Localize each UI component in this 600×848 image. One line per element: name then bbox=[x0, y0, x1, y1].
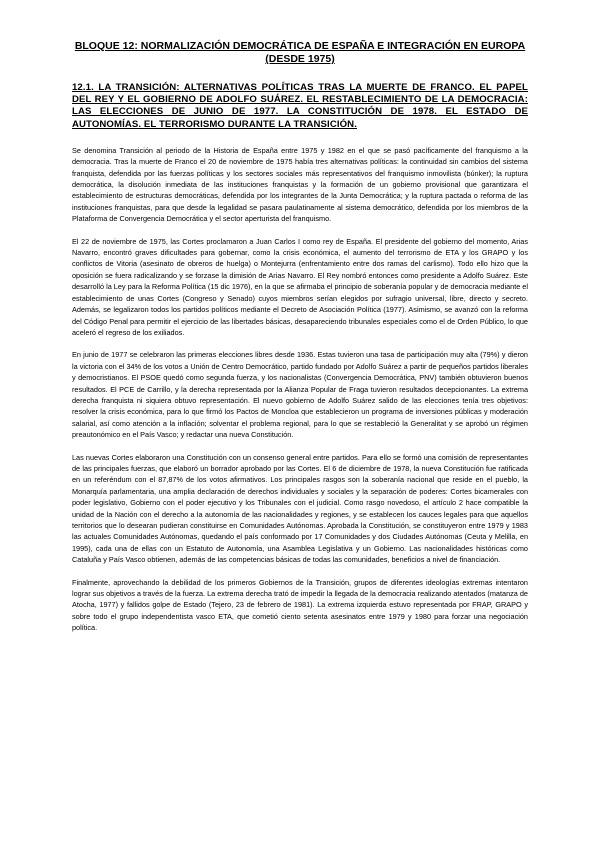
document-title: BLOQUE 12: NORMALIZACIÓN DEMOCRÁTICA DE ESPAÑA E INTEGRACIÓN EN EUROPA (DESDE 1975) bbox=[74, 40, 526, 65]
paragraph-elecciones-1977: En junio de 1977 se celebraron las primeras elecciones libres desde 1936. Estas tuvieron una tasa de participación muy alta (79%) y dieron la victoria con el 34% de los votos a Unión de Centro Democrático, partido fundado por Adolfo Suárez a partir de pequeños partidos liberales y democristianos. El PSOE quedó como segunda fuerza, y los nacionalistas (Convergencia Democrática, PNV) también obtuvieron buenos resultados. El PCE de Carrillo, y la derecha representada por la Alianza Popular de Fraga tuvieron resultados decepcionantes. La extrema derecha franquista ni siquiera obtuvo representación. El nuevo gobierno de Adolfo Suárez salido de las elecciones tenía tres objetivos: resolver la crisis económica, para lo que firmó los Pactos de Moncloa que establecieron un programa de inversiones públicas y moderación salarial, así como atención a la inflación; solventar el problema regional, para lo que se restableció la Generalitat y se aprobó un régimen preautonómico en el País Vasco; y redactar una nueva Constitución. bbox=[72, 350, 528, 440]
document-page bbox=[72, 40, 528, 645]
section-heading: 12.1. LA TRANSICIÓN: ALTERNATIVAS POLÍTICAS TRAS LA MUERTE DE FRANCO. EL PAPEL DEL REY Y EL GOBIERNO DE ADOLFO SUÁREZ. EL RESTABLECIMIENTO DE LA DEMOCRACIA: LAS ELECCIONES DE JUNIO DE 1977. LA CONSTITUCIÓN DE 1978. EL ESTADO DE AUTONOMÍAS. EL TERRORISMO DURANTE LA TRANSICIÓN. bbox=[72, 82, 528, 130]
paragraph-transicion: Se denomina Transición al periodo de la Historia de España entre 1975 y 1982 en el que se pasó pacíficamente del franquismo a la democracia. Tras la muerte de Franco el 20 de noviembre de 1975 había tres alternativas políticas: la continuidad sin cambios del sistema franquista, defendida por las fuerzas políticas y los sectores sociales más representativos del franquismo inmovilista (búnker); la ruptura democrática, la disolución inmediata de las instituciones franquistas y la formación de un gobierno provisional que garantizara el establecimiento de estructuras democráticas, defendida por los integrantes de la Junta Democrática; y la ruptura pactada o reforma de las instituciones franquistas, para que desde la legalidad se pasara paulatinamente al sistema democrático, defendida por los miembros de la Plataforma de Convergencia Democrática y el sector aperturista del franquismo. bbox=[72, 145, 528, 224]
paragraph-juan-carlos-suarez: El 22 de noviembre de 1975, las Cortes proclamaron a Juan Carlos I como rey de España. El presidente del gobierno del momento, Arias Navarro, encontró graves dificultades para gobernar, como la crisis económica, el aumento del terrorismo de ETA y los GRAPO y los conflictos de Vitoria (asesinato de obreros de huelga) o Montejurra (enfrentamiento entre dos ramas del carlismo). Todo ello hizo que la oposición se fuera radicalizando y se forzase la dimisión de Arias Navarro. El Rey nombró entonces como presidente a Adolfo Suárez. Este desarrolló la Ley para la Reforma Política (15 dic 1976), en la que se afirmaba el principio de soberanía popular y de democracia mediante el establecimiento de unas Cortes (Congreso y Senado) cuyos miembros serían elegidos por sufragio universal, libre, directo y secreto. Además, se legalizaron todos los partidos políticos mediante el Decreto de Asociación Política (1977). Asimismo, se avanzó con la reforma del Código Penal para permitir el ejercicio de las libertades básicas, desapareciendo tribunales especiales como el de Orden Público, lo que aceleró el regreso de los exiliados. bbox=[72, 236, 528, 337]
paragraph-terrorismo: Finalmente, aprovechando la debilidad de los primeros Gobiernos de la Transición, grupos de diferentes ideologías extremas intentaron lograr sus objetivos a través de la fuerza. La extrema derecha trató de impedir la llegada de la democracia realizando atentados (matanza de Atocha, 1977) y fallidos golpe de Estado (Tejero, 23 de febrero de 1981). La extrema izquierda estuvo representada por FRAP, GRAPO y sobre todo el grupo independentista vasco ETA, que cometió ciento setenta asesinatos entre 1979 y 1980 para forzar una negociación política. bbox=[72, 577, 528, 633]
paragraph-constitucion-1978: Las nuevas Cortes elaboraron una Constitución con un consenso general entre partidos. Para ello se formó una comisión de representantes de las principales fuerzas, que elaboró un borrador aprobado por las Cortes. El 6 de diciembre de 1978, la nueva Constitución fue ratificada en un referéndum con el 87,87% de los votos afirmativos. Los principales rasgos son la soberanía nacional que reside en el pueblo, la Monarquía parlamentaria, una amplia declaración de derechos individuales y sociales y la separación de poderes: Cortes bicamerales con poder legislativo, Gobierno con el poder ejecutivo y los Tribunales con el judicial. Como rasgo novedoso, el artículo 2 hace compatible la unidad de la Nación con el derecho a la autonomía de las nacionalidades y regiones, y se establecen los cauces legales para que aquellos territorios que lo desearan pudieran constituirse en Comunidades Autónomas. Aprobada la Constitución, se constituyeron entre 1979 y 1983 las actuales Comunidades Autónomas, quedando el país conformado por 17 Comunidades y dos Ciudades Autónomas (Ceuta y Melilla, en 1995), cada una de ellas con un Estatuto de Autonomía, una Asamblea Legislativa y un Gobierno. Las nacionalidades históricas como Cataluña y País Vasco obtienen, además de las competencias básicas de todas las comunidades, beneficios a nivel de financiación. bbox=[72, 452, 528, 565]
